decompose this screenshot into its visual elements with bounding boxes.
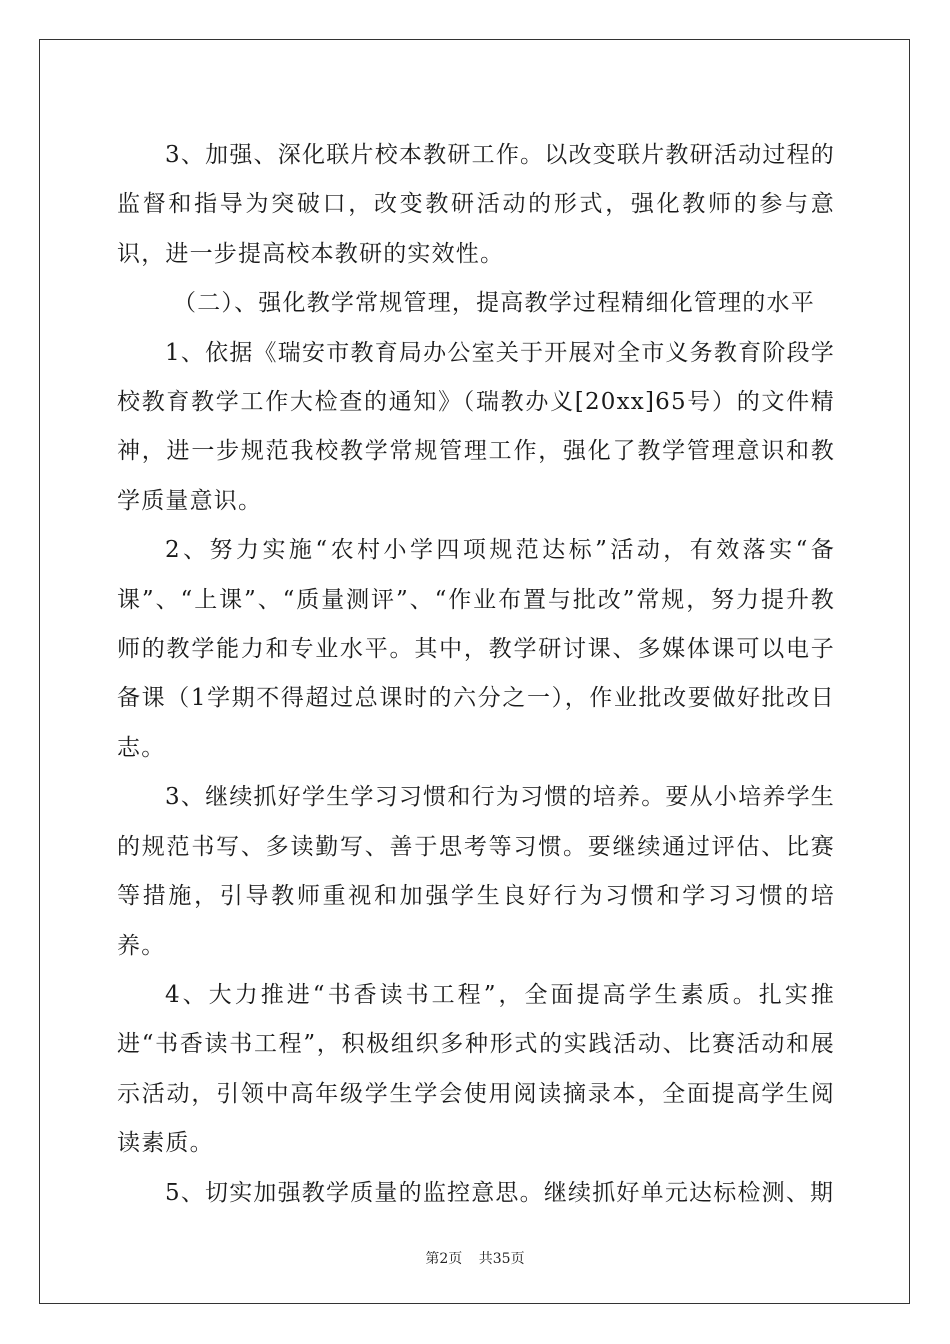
- page-number: 第2页: [425, 1251, 463, 1267]
- paragraph-4: 3、继续抓好学生学习习惯和行为习惯的培养。要从小培养学生的规范书写、多读勤写、善于思考等习惯。要继续通过评估、比赛等措施，引导教师重视和加强学生良好行为习惯和学习习惯的培养。: [117, 784, 835, 959]
- paragraph-5: 4、大力推进“书香读书工程”，全面提高学生素质。扎实推进“书香读书工程”，积极组织多种形式的实践活动、比赛活动和展示活动，引领中高年级学生学会使用阅读摘录本，全面提高学生阅读素质。: [117, 981, 835, 1157]
- paragraph-6: 5、切实加强教学质量的监控意思。继续抓好单元达标检测、期: [165, 1179, 835, 1206]
- paragraph-1: 3、加强、深化联片校本教研工作。以改变联片教研活动过程的监督和指导为突破口，改变教研活动的形式，强化教师的参与意识，进一步提高校本教研的实效性。: [117, 142, 835, 267]
- page-total: 共35页: [478, 1251, 525, 1267]
- document-body: [117, 131, 835, 1218]
- paragraph-3: 2、努力实施“农村小学四项规范达标”活动，有效落实“备课”、“上课”、“质量测评”、“作业布置与批改”常规，努力提升教师的教学能力和专业水平。其中，教学研讨课、多媒体课可以电子备课（1学期不得超过总课时的六分之一），作业批改要做好批改日志。: [117, 537, 835, 761]
- paragraph-2: 1、依据《瑞安市教育局办公室关于开展对全市义务教育阶段学校教育教学工作大检查的通知》（瑞教办义[20xx]65号）的文件精神，进一步规范我校教学常规管理工作，强化了教学管理意识和教学质量意识。: [117, 339, 835, 514]
- page-footer: [0, 1248, 950, 1268]
- section-heading: （二）、强化教学常规管理，提高教学过程精细化管理的水平: [173, 290, 815, 317]
